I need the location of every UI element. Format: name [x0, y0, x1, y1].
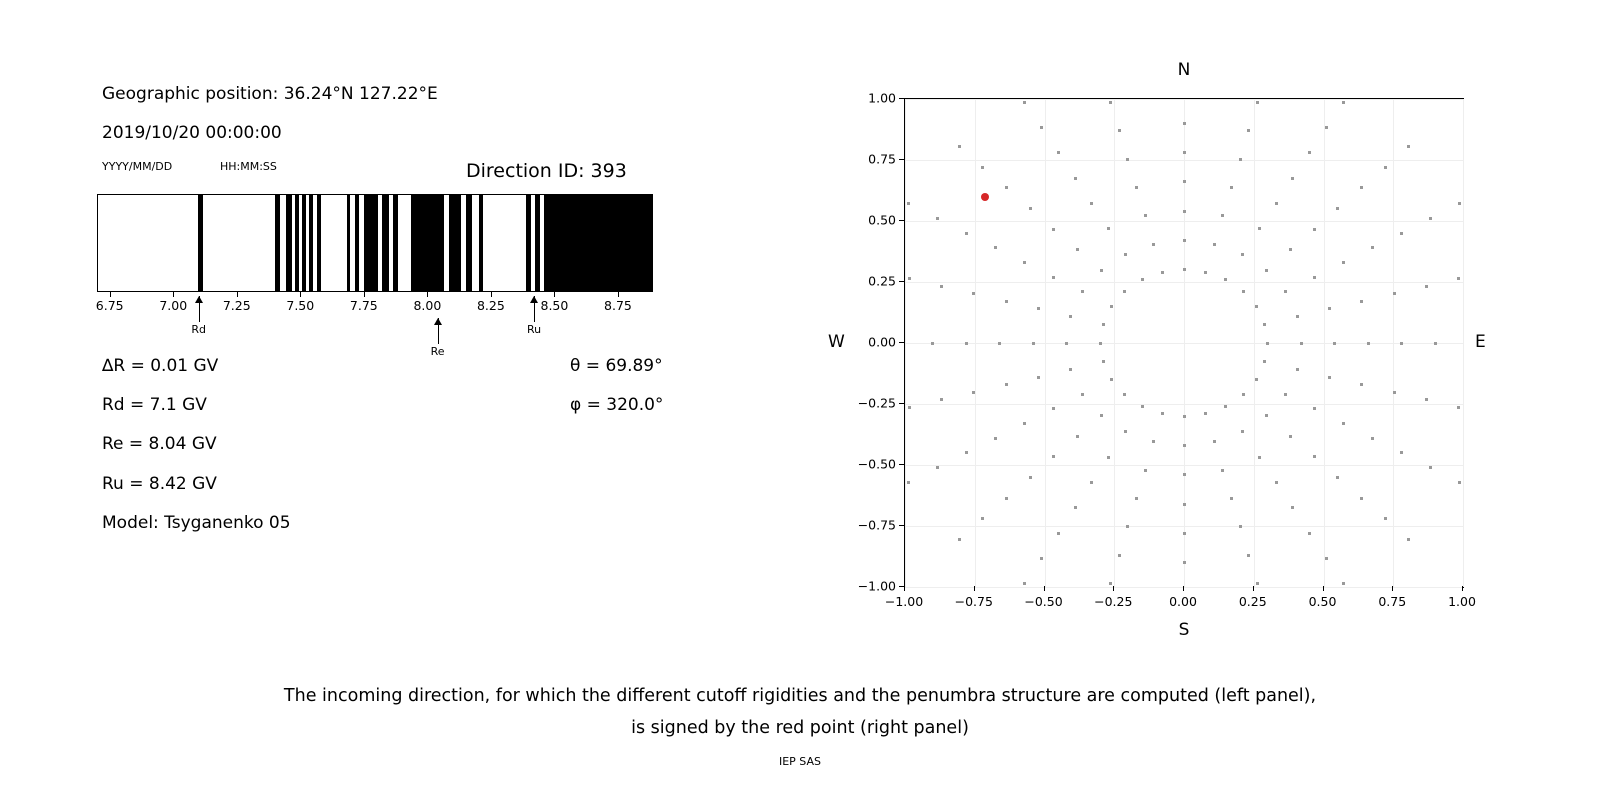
- penumbra-band: [466, 195, 472, 291]
- direction-dot: [1183, 268, 1186, 271]
- direction-dot: [1123, 290, 1126, 293]
- y-axis-tick: [899, 159, 904, 160]
- y-axis-tick: [899, 98, 904, 99]
- x-axis-tick-label: −0.75: [954, 594, 993, 609]
- direction-dot: [940, 398, 943, 401]
- y-axis-tick-label: 0.00: [868, 334, 896, 350]
- direction-dot: [1118, 129, 1121, 132]
- gridline: [905, 465, 1463, 466]
- direction-dot: [1342, 422, 1345, 425]
- direction-dot: [908, 406, 911, 409]
- gridline: [905, 587, 1463, 588]
- y-axis-tick: [899, 220, 904, 221]
- direction-dot: [1313, 407, 1316, 410]
- y-axis-tick: [899, 525, 904, 526]
- direction-dot: [1023, 582, 1026, 585]
- direction-dot: [994, 246, 997, 249]
- direction-dot: [1458, 481, 1461, 484]
- penumbra-band: [411, 195, 444, 291]
- direction-dot: [1102, 360, 1105, 363]
- direction-dot: [1183, 210, 1186, 213]
- direction-dot: [1183, 180, 1186, 183]
- direction-dot: [965, 451, 968, 454]
- direction-dot: [1065, 342, 1068, 345]
- direction-dot: [1057, 532, 1060, 535]
- direction-dot: [907, 481, 910, 484]
- direction-dot: [1393, 391, 1396, 394]
- direction-dot: [1263, 360, 1266, 363]
- direction-dot: [1429, 217, 1432, 220]
- direction-dot: [1313, 228, 1316, 231]
- penumbra-band: [302, 195, 307, 291]
- direction-dot: [1224, 278, 1227, 281]
- direction-dot: [1230, 186, 1233, 189]
- direction-dot: [1090, 481, 1093, 484]
- direction-dot: [1325, 126, 1328, 129]
- direction-dot: [1239, 525, 1242, 528]
- direction-dot: [1052, 276, 1055, 279]
- gridline: [905, 221, 1463, 222]
- arrow-head-icon: [195, 296, 203, 303]
- penumbra-band: [295, 195, 299, 291]
- direction-dot: [1336, 207, 1339, 210]
- direction-dot: [1407, 538, 1410, 541]
- direction-dot: [1076, 435, 1079, 438]
- axis-tick: [554, 292, 555, 297]
- direction-dot: [1204, 271, 1207, 274]
- direction-dot: [1069, 368, 1072, 371]
- axis-tick-label: 8.50: [540, 298, 569, 313]
- direction-dot: [1069, 315, 1072, 318]
- direction-dot: [1037, 376, 1040, 379]
- direction-dot: [1052, 455, 1055, 458]
- x-axis-tick: [904, 586, 905, 591]
- direction-dot: [1213, 243, 1216, 246]
- direction-dot: [1005, 383, 1008, 386]
- x-axis-tick: [1113, 586, 1114, 591]
- direction-dot: [1360, 300, 1363, 303]
- penumbra-structure-plot: [97, 194, 653, 292]
- direction-dot: [1204, 412, 1207, 415]
- direction-dot: [1275, 202, 1278, 205]
- direction-dot: [1371, 246, 1374, 249]
- direction-dot: [1400, 342, 1403, 345]
- axis-tick-label: 8.00: [413, 298, 442, 313]
- direction-dot: [1081, 290, 1084, 293]
- direction-dot: [1289, 435, 1292, 438]
- penumbra-band: [347, 195, 350, 291]
- direction-dot: [1291, 506, 1294, 509]
- direction-dot: [1342, 582, 1345, 585]
- axis-tick-label: 7.00: [159, 298, 188, 313]
- direction-dot: [1183, 239, 1186, 242]
- direction-dot: [1141, 405, 1144, 408]
- credit-label: IEP SAS: [778, 755, 822, 768]
- direction-dot: [1241, 430, 1244, 433]
- direction-dot: [1183, 503, 1186, 506]
- direction-dot: [1029, 476, 1032, 479]
- x-axis-tick: [1183, 586, 1184, 591]
- direction-dot: [1247, 129, 1250, 132]
- datetime-label: 2019/10/20 00:00:00: [102, 123, 282, 143]
- direction-dot: [1384, 517, 1387, 520]
- direction-dot: [1183, 151, 1186, 154]
- penumbra-band: [309, 195, 313, 291]
- direction-dot: [1239, 158, 1242, 161]
- direction-dot: [1360, 497, 1363, 500]
- direction-dot: [1333, 342, 1336, 345]
- ru-value: Ru = 8.42 GV: [102, 474, 217, 494]
- direction-dot: [1230, 497, 1233, 500]
- direction-dot: [1074, 506, 1077, 509]
- direction-dot: [1124, 253, 1127, 256]
- gridline: [905, 526, 1463, 527]
- direction-dot: [1429, 466, 1432, 469]
- direction-dot: [1360, 186, 1363, 189]
- direction-dot: [1005, 186, 1008, 189]
- cutoff-marker-label: Rd: [191, 323, 206, 336]
- penumbra-band: [449, 195, 462, 291]
- direction-dot: [1102, 323, 1105, 326]
- direction-dot: [1032, 342, 1035, 345]
- direction-dot: [1161, 271, 1164, 274]
- direction-dot: [1109, 101, 1112, 104]
- direction-dot: [1123, 393, 1126, 396]
- direction-dot: [1255, 378, 1258, 381]
- direction-dot: [1100, 414, 1103, 417]
- x-axis-tick: [974, 586, 975, 591]
- direction-dot: [1107, 456, 1110, 459]
- direction-dot: [1275, 481, 1278, 484]
- axis-tick-label: 7.25: [222, 298, 251, 313]
- direction-dot: [1425, 285, 1428, 288]
- direction-dot: [958, 145, 961, 148]
- penumbra-band: [393, 195, 398, 291]
- gridline: [1463, 99, 1464, 587]
- direction-dot: [1336, 476, 1339, 479]
- x-axis-tick-label: −0.50: [1024, 594, 1063, 609]
- x-axis-tick-label: −1.00: [884, 594, 924, 609]
- gridline: [905, 99, 1463, 100]
- delta-r-value: ∆R = 0.01 GV: [102, 356, 219, 376]
- direction-dot: [1425, 398, 1428, 401]
- direction-dot: [981, 517, 984, 520]
- direction-dot: [1360, 383, 1363, 386]
- direction-dot: [1074, 177, 1077, 180]
- direction-dot: [1457, 406, 1460, 409]
- direction-dot: [1258, 227, 1261, 230]
- compass-label-south: S: [1178, 620, 1190, 640]
- x-axis-tick: [1462, 586, 1463, 591]
- direction-dot: [1224, 405, 1227, 408]
- direction-dot: [1407, 145, 1410, 148]
- gridline: [905, 404, 1463, 405]
- direction-dot: [1124, 430, 1127, 433]
- direction-dot: [1144, 214, 1147, 217]
- direction-dot: [1005, 497, 1008, 500]
- direction-id-label: Direction ID: 393: [466, 160, 627, 182]
- direction-dot: [1152, 440, 1155, 443]
- compass-label-north: N: [1177, 60, 1191, 80]
- direction-dot: [1458, 202, 1461, 205]
- direction-dot: [998, 342, 1001, 345]
- gridline: [905, 160, 1463, 161]
- direction-dot: [958, 538, 961, 541]
- figure-caption: [0, 680, 1600, 744]
- y-axis-tick: [899, 281, 904, 282]
- penumbra-band: [526, 195, 530, 291]
- penumbra-band: [355, 195, 359, 291]
- x-axis-tick-label: 0.50: [1308, 594, 1337, 609]
- direction-dot: [1144, 469, 1147, 472]
- direction-dot: [1152, 243, 1155, 246]
- direction-dot: [1457, 277, 1460, 280]
- direction-dot: [1300, 342, 1303, 345]
- penumbra-band: [275, 195, 280, 291]
- direction-dot: [1296, 315, 1299, 318]
- direction-dot: [1384, 166, 1387, 169]
- axis-tick: [364, 292, 365, 297]
- caption-line-2: is signed by the red point (right panel): [631, 718, 969, 738]
- direction-dot: [1023, 261, 1026, 264]
- penumbra-band: [198, 195, 203, 291]
- direction-dot: [1308, 151, 1311, 154]
- axis-tick: [491, 292, 492, 297]
- direction-dot: [1023, 422, 1026, 425]
- direction-dot: [936, 466, 939, 469]
- direction-dot: [1284, 290, 1287, 293]
- direction-dot: [1289, 248, 1292, 251]
- direction-dot: [1367, 342, 1370, 345]
- direction-dot: [1126, 158, 1129, 161]
- cutoff-marker-label: Re: [430, 345, 445, 358]
- direction-dot: [1342, 261, 1345, 264]
- direction-dot: [1037, 307, 1040, 310]
- direction-dot: [1040, 557, 1043, 560]
- direction-dot: [965, 342, 968, 345]
- direction-dot: [1221, 469, 1224, 472]
- y-axis-tick: [899, 464, 904, 465]
- axis-tick-label: 8.25: [476, 298, 505, 313]
- gridline: [905, 343, 1463, 344]
- direction-dot: [1183, 444, 1186, 447]
- direction-dot: [1242, 393, 1245, 396]
- direction-dot: [1161, 412, 1164, 415]
- direction-dot: [994, 437, 997, 440]
- direction-dot: [1183, 122, 1186, 125]
- axis-tick: [618, 292, 619, 297]
- y-axis-tick-label: 0.50: [868, 212, 896, 228]
- direction-dot: [1040, 126, 1043, 129]
- direction-dot: [1242, 290, 1245, 293]
- direction-dot: [1265, 414, 1268, 417]
- x-axis-tick: [1253, 586, 1254, 591]
- x-axis-tick-label: 0.25: [1238, 594, 1267, 609]
- penumbra-band: [535, 195, 541, 291]
- direction-dot: [1263, 323, 1266, 326]
- axis-tick-label: 8.75: [604, 298, 632, 313]
- geographic-position-label: Geographic position: 36.24°N 127.22°E: [102, 84, 438, 104]
- direction-dot: [1400, 232, 1403, 235]
- direction-dot: [1052, 407, 1055, 410]
- y-axis-tick-label: −0.75: [857, 517, 896, 533]
- caption-line-1: The incoming direction, for which the different cutoff rigidities and the penumbra structure are computed (left panel),: [283, 686, 1317, 706]
- direction-dot: [1393, 292, 1396, 295]
- penumbra-band: [382, 195, 389, 291]
- direction-dot: [1325, 557, 1328, 560]
- direction-dot: [972, 391, 975, 394]
- x-axis-tick: [1392, 586, 1393, 591]
- y-axis-tick-label: 0.75: [868, 151, 896, 167]
- direction-dot: [1126, 525, 1129, 528]
- direction-dot: [908, 277, 911, 280]
- direction-dot: [1213, 440, 1216, 443]
- gridline: [905, 282, 1463, 283]
- direction-dot: [965, 232, 968, 235]
- direction-dot: [1100, 269, 1103, 272]
- y-axis-tick-label: −0.25: [857, 395, 896, 411]
- x-axis-tick: [1044, 586, 1045, 591]
- direction-dot: [1005, 300, 1008, 303]
- x-axis-tick-label: 1.00: [1448, 594, 1476, 609]
- sky-direction-scatter-plot: [904, 98, 1464, 588]
- direction-dot: [1266, 342, 1269, 345]
- direction-dot: [940, 285, 943, 288]
- direction-dot: [1135, 186, 1138, 189]
- direction-dot: [981, 166, 984, 169]
- direction-dot: [1434, 342, 1437, 345]
- direction-dot: [1247, 554, 1250, 557]
- y-axis-tick: [899, 403, 904, 404]
- direction-dot: [972, 292, 975, 295]
- direction-dot: [1183, 561, 1186, 564]
- direction-dot: [1265, 269, 1268, 272]
- direction-dot: [907, 202, 910, 205]
- model-name-label: Model: Tsyganenko 05: [102, 513, 291, 533]
- rd-value: Rd = 7.1 GV: [102, 395, 207, 415]
- direction-dot: [1110, 378, 1113, 381]
- direction-dot: [931, 342, 934, 345]
- x-axis-tick: [1323, 586, 1324, 591]
- arrow-head-icon: [530, 296, 538, 303]
- axis-tick: [300, 292, 301, 297]
- direction-dot: [1308, 532, 1311, 535]
- arrow-head-icon: [434, 318, 442, 325]
- axis-tick-label: 7.75: [349, 298, 378, 313]
- direction-dot: [1109, 582, 1112, 585]
- time-format-label: HH:MM:SS: [220, 160, 277, 173]
- direction-dot: [1107, 227, 1110, 230]
- direction-dot: [1081, 393, 1084, 396]
- direction-dot: [1328, 376, 1331, 379]
- direction-dot: [1110, 305, 1113, 308]
- direction-dot: [1023, 101, 1026, 104]
- x-axis-tick-label: 0.75: [1378, 594, 1407, 609]
- axis-tick: [173, 292, 174, 297]
- y-axis-tick: [899, 342, 904, 343]
- direction-dot: [1099, 342, 1102, 345]
- axis-tick-label: 7.50: [286, 298, 315, 313]
- direction-dot: [1256, 101, 1259, 104]
- direction-dot: [1183, 473, 1186, 476]
- penumbra-band: [479, 195, 483, 291]
- direction-dot: [1313, 276, 1316, 279]
- direction-dot: [936, 217, 939, 220]
- compass-label-west: W: [828, 332, 845, 352]
- y-axis-tick-label: −1.00: [857, 578, 896, 594]
- selected-direction-marker: [981, 193, 989, 201]
- direction-dot: [1090, 202, 1093, 205]
- direction-dot: [1296, 368, 1299, 371]
- direction-dot: [1183, 532, 1186, 535]
- axis-tick: [110, 292, 111, 297]
- date-format-label: YYYY/MM/DD: [102, 160, 173, 173]
- direction-dot: [1118, 554, 1121, 557]
- phi-value: φ = 320.0°: [570, 395, 664, 415]
- axis-tick: [237, 292, 238, 297]
- direction-dot: [1221, 214, 1224, 217]
- y-axis-tick-label: 1.00: [868, 90, 896, 106]
- direction-dot: [1291, 177, 1294, 180]
- x-axis-tick-label: −0.25: [1094, 594, 1133, 609]
- direction-dot: [1256, 582, 1259, 585]
- penumbra-band: [317, 195, 322, 291]
- re-value: Re = 8.04 GV: [102, 434, 217, 454]
- penumbra-band: [286, 195, 292, 291]
- y-axis-tick-label: 0.25: [868, 273, 896, 289]
- cutoff-marker-label: Ru: [527, 323, 542, 336]
- theta-value: θ = 69.89°: [570, 356, 663, 376]
- compass-label-east: E: [1475, 332, 1486, 352]
- direction-dot: [1313, 455, 1316, 458]
- direction-dot: [1141, 278, 1144, 281]
- direction-dot: [1241, 253, 1244, 256]
- left-panel: [0, 0, 720, 640]
- penumbra-band: [544, 195, 652, 291]
- direction-dot: [1052, 228, 1055, 231]
- x-axis-tick-label: 0.00: [1169, 594, 1197, 609]
- axis-tick-label: 6.75: [95, 298, 124, 313]
- axis-tick: [427, 292, 428, 297]
- direction-dot: [1284, 393, 1287, 396]
- direction-dot: [1255, 305, 1258, 308]
- y-axis-tick-label: −0.50: [857, 456, 896, 472]
- direction-dot: [1400, 451, 1403, 454]
- direction-dot: [1076, 248, 1079, 251]
- direction-dot: [1183, 415, 1186, 418]
- direction-dot: [1135, 497, 1138, 500]
- right-panel: [780, 0, 1600, 640]
- direction-dot: [1057, 151, 1060, 154]
- direction-dot: [1328, 307, 1331, 310]
- direction-dot: [1371, 437, 1374, 440]
- direction-dot: [1258, 456, 1261, 459]
- penumbra-band: [364, 195, 378, 291]
- direction-dot: [1342, 101, 1345, 104]
- direction-dot: [1029, 207, 1032, 210]
